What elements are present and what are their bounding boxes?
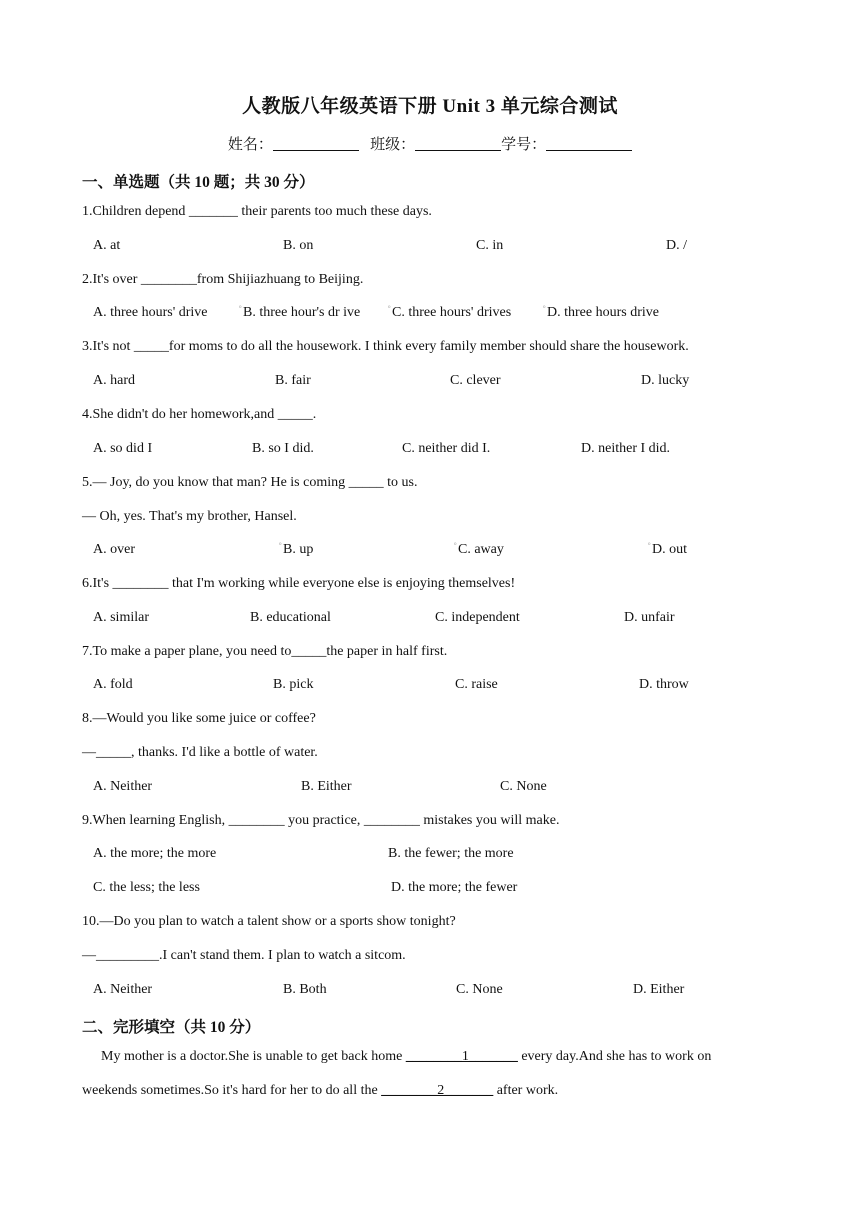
question-stem: 8.—Would you like some juice or coffee? xyxy=(82,711,316,726)
passage-text: weekends sometimes.So it's hard for her to do all the xyxy=(82,1083,382,1098)
option-c[interactable]: C. the less; the less xyxy=(93,880,200,895)
option-c[interactable]: C. clever xyxy=(450,373,501,388)
option-d[interactable]: D. unfair xyxy=(624,610,675,625)
option-a[interactable]: A. over xyxy=(93,542,135,557)
option-d[interactable]: D. throw xyxy=(639,677,689,692)
question-stem: 10.—Do you plan to watch a talent show or a sports show tonight? xyxy=(82,914,456,929)
option-a[interactable]: A. at xyxy=(93,238,121,253)
passage-text: My mother is a doctor.She is unable to get back home xyxy=(101,1049,406,1064)
question-stem: 7.To make a paper plane, you need to_____the paper in half first. xyxy=(82,644,448,659)
passage-line-1 xyxy=(101,1049,791,1065)
student-info-row xyxy=(0,133,860,154)
option-c[interactable]: C. neither did I. xyxy=(402,441,491,456)
option-d[interactable]: D. Either xyxy=(633,982,685,997)
option-b[interactable]: B. the fewer; the more xyxy=(388,846,514,861)
option-c[interactable]: C. raise xyxy=(455,677,498,692)
question-stem: 5.— Joy, do you know that man? He is coming _____ to us. xyxy=(82,475,418,490)
option-a[interactable]: A. Neither xyxy=(93,982,153,997)
question-stem: 3.It's not _____for moms to do all the housework. I think every family member should share the housework. xyxy=(82,339,689,354)
page-title: 人教版八年级英语下册 Unit 3 单元综合测试 xyxy=(242,96,618,117)
option-a[interactable]: A. the more; the more xyxy=(93,846,217,861)
bullet-dot-icon: o xyxy=(239,305,242,310)
option-c[interactable]: C. None xyxy=(456,982,503,997)
option-b[interactable]: B. Either xyxy=(301,779,352,794)
option-d[interactable]: D. lucky xyxy=(641,373,690,388)
id-blank[interactable] xyxy=(546,135,632,151)
option-a[interactable]: A. three hours' drive xyxy=(93,305,208,320)
option-b[interactable]: B. on xyxy=(283,238,314,253)
option-c[interactable]: C. away xyxy=(458,542,504,557)
bullet-dot-icon: o xyxy=(279,542,282,547)
section-heading-single-choice: 一、单选题（共 10 题；共 30 分） xyxy=(82,174,315,191)
passage-text: every day.And she has to work on xyxy=(517,1049,712,1064)
bullet-dot-icon: o xyxy=(454,542,457,547)
bullet-dot-icon: o xyxy=(388,305,391,310)
option-c[interactable]: C. None xyxy=(500,779,547,794)
question-stem: 6.It's ________ that I'm working while everyone else is enjoying themselves! xyxy=(82,576,516,591)
option-a[interactable]: A. Neither xyxy=(93,779,153,794)
option-d[interactable]: D. out xyxy=(652,542,687,557)
option-d[interactable]: D. neither I did. xyxy=(581,441,671,456)
option-b[interactable]: B. educational xyxy=(250,610,331,625)
option-a[interactable]: A. fold xyxy=(93,677,133,692)
option-a[interactable]: A. so did I xyxy=(93,441,153,456)
question-stem: 9.When learning English, ________ you practice, ________ mistakes you will make. xyxy=(82,813,560,828)
name-label: 姓名： xyxy=(227,137,273,153)
option-d[interactable]: D. three hours drive xyxy=(547,305,659,320)
option-c[interactable]: C. three hours' drives xyxy=(392,305,512,320)
cloze-blank-2[interactable]: ________2_______ xyxy=(381,1083,494,1098)
class-label: 班级： xyxy=(370,137,416,153)
passage-text: after work. xyxy=(493,1083,559,1098)
passage-line-2 xyxy=(82,1083,772,1099)
class-blank[interactable] xyxy=(415,135,501,151)
option-d[interactable]: D. / xyxy=(666,238,687,253)
option-b[interactable]: B. pick xyxy=(273,677,314,692)
option-c[interactable]: C. in xyxy=(476,238,504,253)
name-blank[interactable] xyxy=(273,135,359,151)
section-heading-cloze: 二、完形填空（共 10 分） xyxy=(82,1019,261,1036)
option-b[interactable]: B. Both xyxy=(283,982,327,997)
question-stem: 2.It's over ________from Shijiazhuang to Beijing. xyxy=(82,272,364,287)
question-dialogue-line: — Oh, yes. That's my brother, Hansel. xyxy=(82,509,297,524)
question-stem: 4.She didn't do her homework,and _____. xyxy=(82,407,317,422)
cloze-blank-1[interactable]: ________1_______ xyxy=(405,1049,518,1064)
id-label: 学号： xyxy=(501,137,547,153)
option-b[interactable]: B. so I did. xyxy=(252,441,314,456)
question-dialogue-line: —_________.I can't stand them. I plan to watch a sitcom. xyxy=(82,948,406,963)
bullet-dot-icon: o xyxy=(648,542,651,547)
option-a[interactable]: A. hard xyxy=(93,373,135,388)
option-b[interactable]: B. three hour's dr ive xyxy=(243,305,361,320)
option-b[interactable]: B. fair xyxy=(275,373,311,388)
bullet-dot-icon: o xyxy=(543,305,546,310)
question-dialogue-line: —_____, thanks. I'd like a bottle of water. xyxy=(82,745,318,760)
option-b[interactable]: B. up xyxy=(283,542,314,557)
option-d[interactable]: D. the more; the fewer xyxy=(391,880,518,895)
option-c[interactable]: C. independent xyxy=(435,610,520,625)
option-a[interactable]: A. similar xyxy=(93,610,149,625)
question-stem: 1.Children depend _______ their parents too much these days. xyxy=(82,204,432,219)
